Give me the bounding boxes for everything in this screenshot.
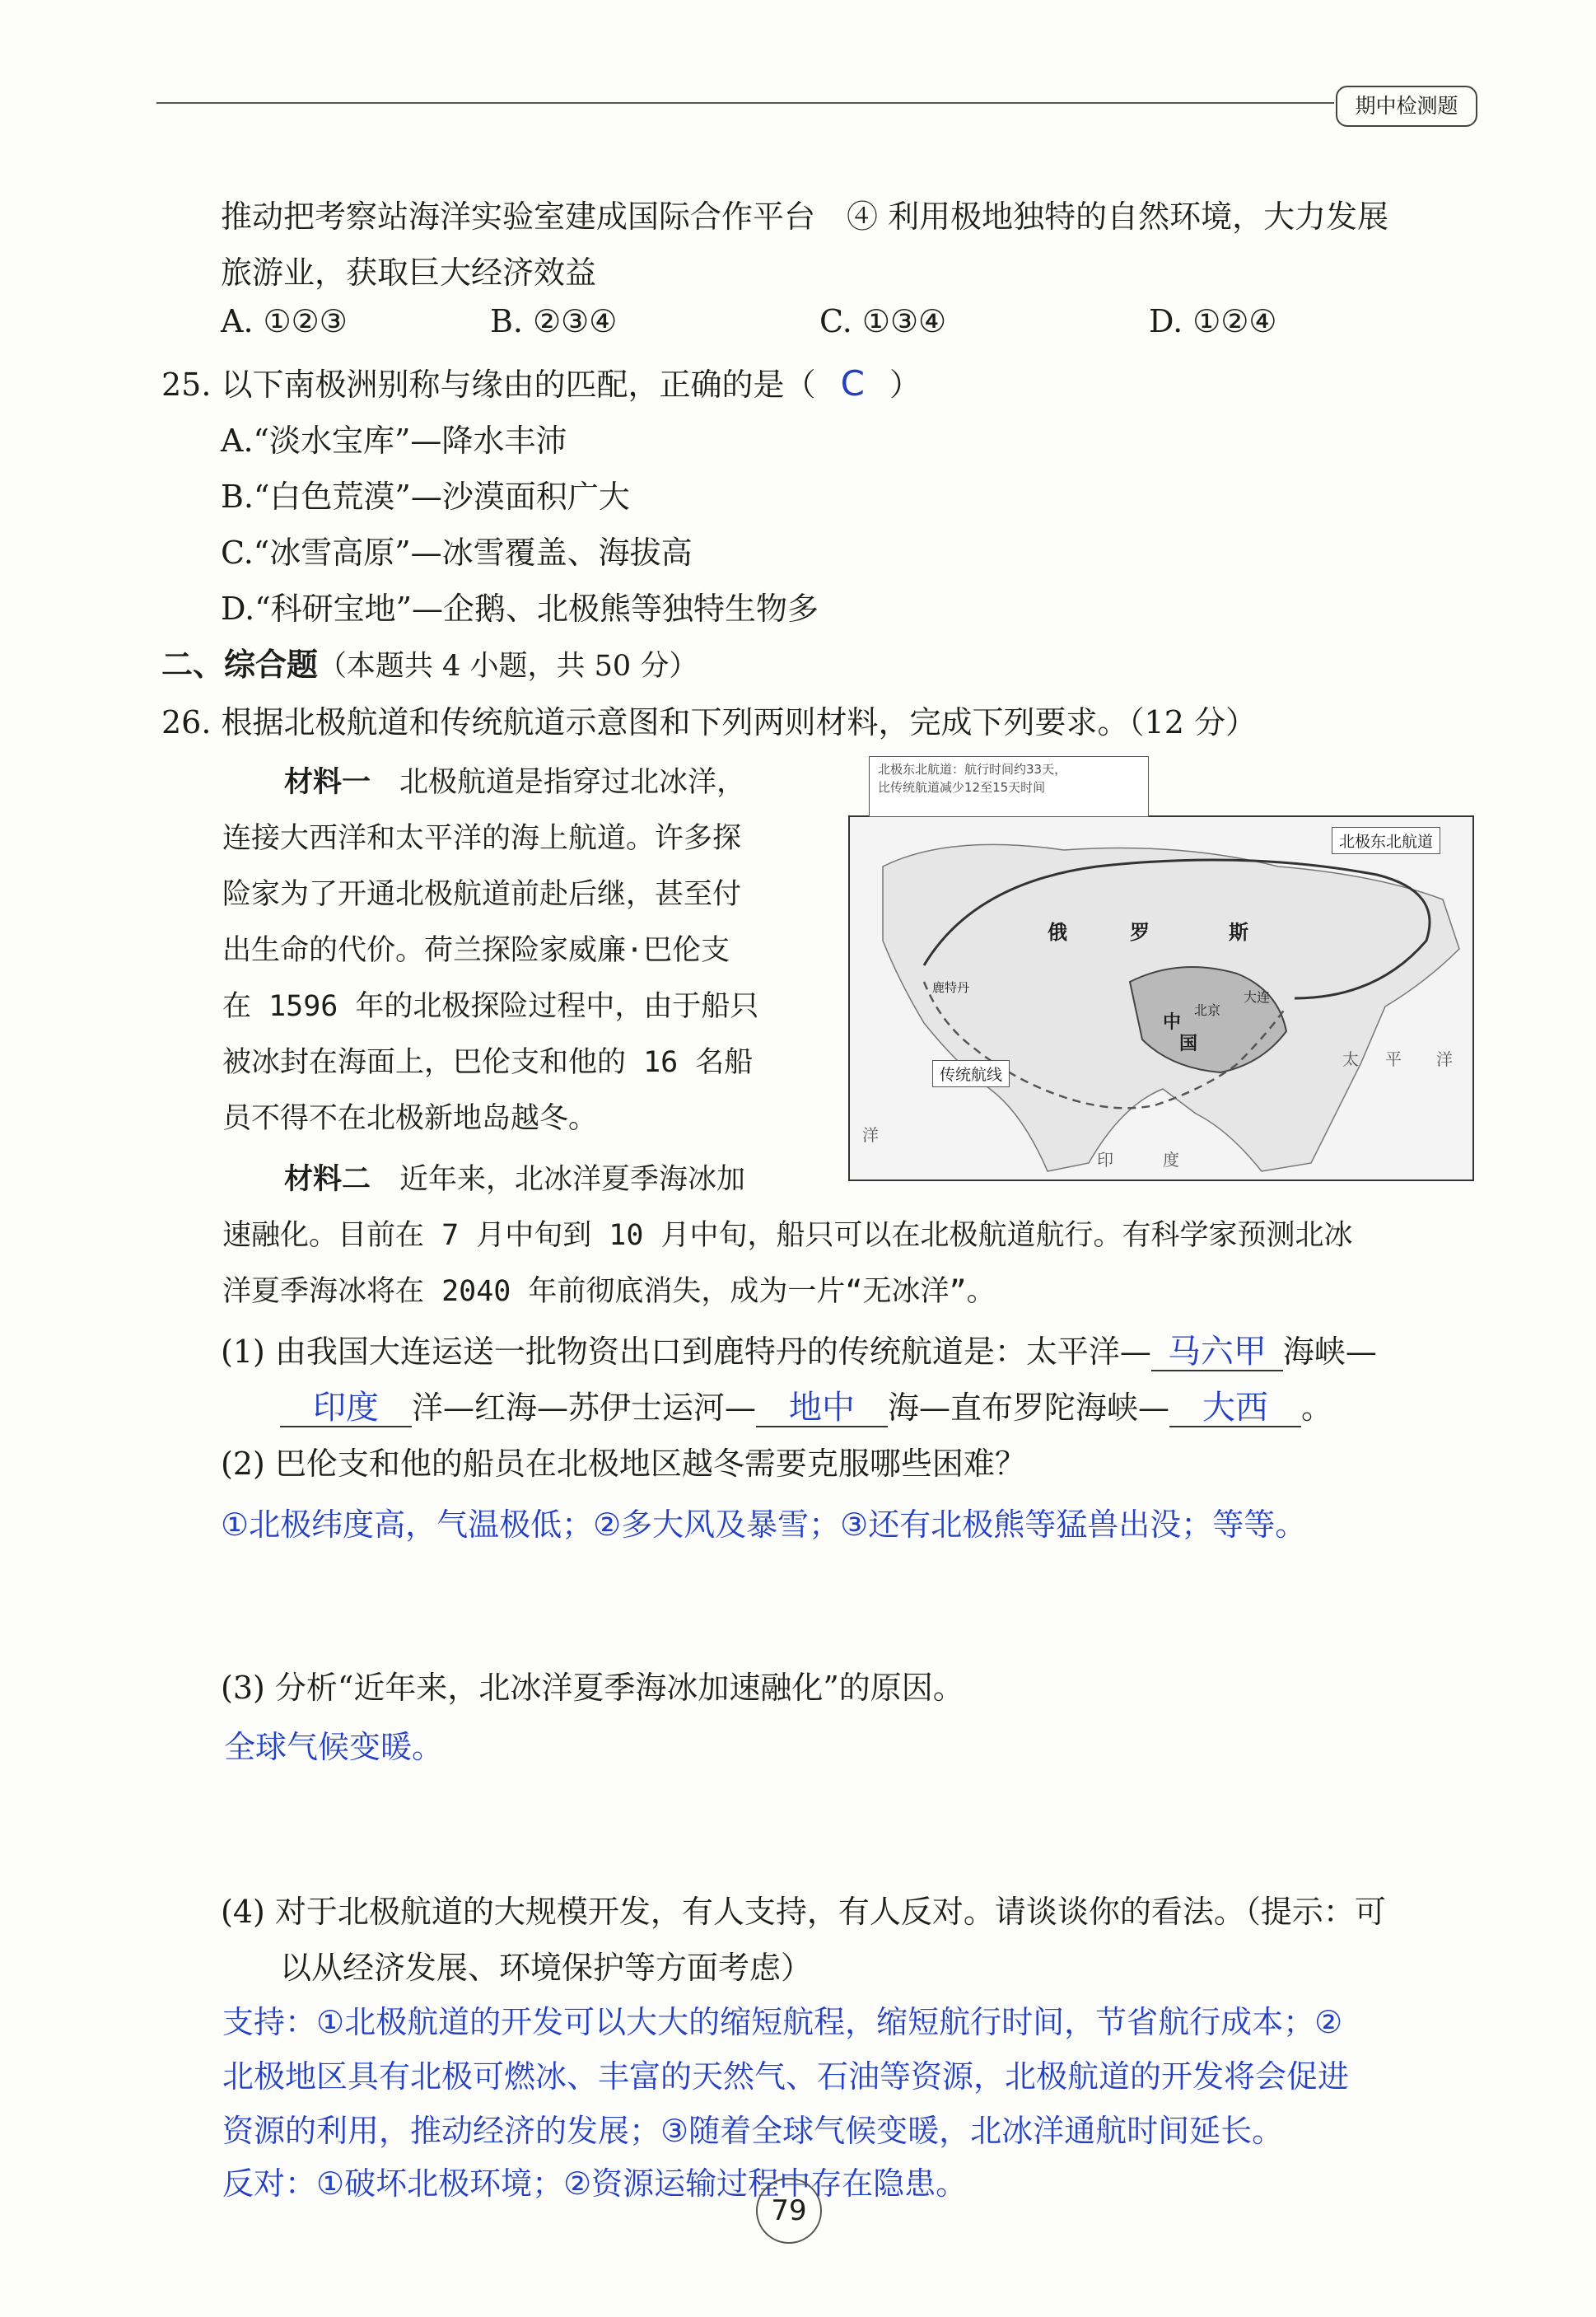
q25-option-b: B.“白色荒漠”—沙漠面积广大 (221, 479, 630, 515)
material1-line6: 员不得不在北极新地岛越冬。 (222, 1102, 598, 1135)
q24-option-d: D. ①②④ (1149, 303, 1277, 339)
material2-title: 材料二 (284, 1163, 371, 1196)
q26-part4-question-line1: (4) 对于北极航道的大规模开发，有人支持，有人反对。请谈谈你的看法。（提示：可 (221, 1894, 1386, 1930)
q24-line2: 旅游业，获取巨大经济效益 (221, 255, 597, 291)
label-pacific-1: 太 (1342, 1049, 1359, 1069)
material1-title: 材料一 (284, 766, 371, 799)
route-map-drawing (850, 817, 1472, 1180)
material1-line3: 出生命的代价。荷兰探险家威廉·巴伦支 (222, 934, 730, 967)
header-rule (156, 102, 1334, 104)
label-russia-1: 俄 (1048, 920, 1067, 944)
map-note-line1: 北极东北航道：航行时间约33天， (878, 762, 1067, 777)
route-map (848, 815, 1474, 1181)
q25-stem-text: 25. 以下南极洲别称与缘由的匹配，正确的是（ (161, 367, 816, 403)
label-indian-2: 度 (1163, 1150, 1179, 1170)
q26-p1-answer2: 印度 (313, 1389, 379, 1427)
q26-p1-answer4: 大西 (1202, 1389, 1269, 1427)
q24-line1: 推动把考察站海洋实验室建成国际合作平台 ④ 利用极地独特的自然环境，大力发展 (221, 199, 1389, 235)
label-pacific-2: 平 (1385, 1049, 1402, 1069)
q26-part4-answer-line1: 支持：①北极航道的开发可以大大的缩短航程，缩短航行时间，节省航行成本；② (222, 2004, 1343, 2040)
q26-part3-question: (3) 分析“近年来，北冰洋夏季海冰加速融化”的原因。 (221, 1670, 964, 1706)
map-note (869, 756, 1149, 817)
label-russia-2: 罗 (1130, 920, 1150, 944)
page-number: 79 (756, 2178, 822, 2244)
q26-p1-blank3 (756, 1390, 888, 1427)
q25-close: ） (889, 367, 922, 403)
material1-line4: 在 1596 年的北极探险过程中，由于船只 (222, 990, 759, 1023)
q26-p1-blank2 (280, 1390, 412, 1427)
material1-line0 (284, 759, 745, 801)
section2-note: （本题共 4 小题，共 50 分） (318, 650, 698, 683)
q26-part2-answer: ①北极纬度高，气温极低；②多大风及暴雪；③还有北极熊等猛兽出没；等等。 (221, 1507, 1307, 1543)
label-russia-3: 斯 (1229, 920, 1248, 944)
q26-part4-answer-line3: 资源的利用，推动经济的发展；③随着全球气候变暖，北冰洋通航时间延长。 (222, 2113, 1284, 2149)
label-northeast-route: 北极东北航道 (1332, 827, 1440, 854)
q25-answer: C (840, 363, 865, 404)
q26-part4-question-line2: 以从经济发展、环境保护等方面考虑） (280, 1950, 813, 1986)
q25-option-c: C.“冰雪高原”—冰雪覆盖、海拔高 (221, 535, 693, 571)
map-note-line2: 比传统航道减少12至15天时间 (878, 780, 1046, 795)
material1-line2: 险家为了开通北极航道前赴后继，甚至付 (222, 878, 742, 911)
label-traditional-route: 传统航线 (932, 1060, 1010, 1087)
q24-option-c: C. ①③④ (819, 303, 947, 339)
label-rotterdam: 鹿特丹 (932, 980, 970, 995)
q26-part1-line2 (280, 1382, 1332, 1427)
label-indian-1: 印 (1097, 1150, 1113, 1170)
label-china-1: 中 (1163, 1011, 1182, 1033)
section-badge: 期中检测题 (1336, 86, 1477, 127)
q26-part2-question: (2) 巴伦支和他的船员在北极地区越冬需要克服哪些困难？ (221, 1446, 1026, 1482)
q26-part4-answer-line2: 北极地区具有北极可燃冰、丰富的天然气、石油等资源，北极航道的开发将会促进 (222, 2058, 1350, 2095)
label-china-2: 国 (1179, 1033, 1198, 1054)
label-pacific-3: 洋 (1436, 1049, 1453, 1069)
q26-part4-answer-line4: 反对：①破坏北极环境；②资源运输过程中存在隐患。 (222, 2165, 968, 2202)
q26-p1-a: (1) 由我国大连运送一批物资出口到鹿特丹的传统航道是：太平洋— (221, 1334, 1151, 1370)
material1-line5: 被冰封在海面上，巴伦支和他的 16 名船 (222, 1046, 754, 1079)
q24-option-a: A. ①②③ (221, 303, 348, 339)
label-beijing: 北京 (1194, 1002, 1221, 1018)
material1-line1: 连接大西洋和太平洋的海上航道。许多探 (222, 822, 742, 855)
q26-p1-blank1 (1151, 1334, 1283, 1371)
q26-stem: 26. 根据北极航道和传统航道示意图和下列两则材料，完成下列要求。（12 分） (161, 704, 1257, 740)
q26-p1-answer3: 地中 (789, 1389, 856, 1427)
label-ocean-left: 洋 (862, 1125, 879, 1145)
material2-text-0: 近年来，北冰洋夏季海冰加 (399, 1163, 746, 1196)
material2-line2: 洋夏季海冰将在 2040 年前彻底消失，成为一片“无冰洋”。 (222, 1275, 996, 1308)
material2-line0 (284, 1156, 745, 1198)
q25-option-a: A.“淡水宝库”—降水丰沛 (221, 423, 567, 459)
section2-title: 二、综合题 (161, 647, 319, 683)
section2-heading (161, 639, 698, 684)
q26-p1-c: 洋—红海—苏伊士运河— (412, 1390, 757, 1426)
q25-option-d: D.“科研宝地”—企鹅、北极熊等独特生物多 (221, 591, 819, 627)
q26-p1-e: 。 (1301, 1390, 1333, 1426)
q26-p1-blank4 (1169, 1390, 1301, 1427)
q26-part1-line1 (221, 1326, 1377, 1371)
label-dalian: 大连 (1244, 989, 1271, 1005)
q24-option-b: B. ②③④ (490, 303, 618, 339)
q26-p1-answer1: 马六甲 (1167, 1333, 1267, 1371)
q26-p1-d: 海—直布罗陀海峡— (888, 1390, 1170, 1426)
q26-p1-b: 海峡— (1282, 1334, 1377, 1370)
material1-text-0: 北极航道是指穿过北冰洋， (399, 766, 746, 799)
q25-stem (161, 359, 921, 404)
q26-part3-answer: 全球气候变暖。 (224, 1729, 444, 1765)
material2-line1: 速融化。目前在 7 月中旬到 10 月中旬，船只可以在北极航道航行。有科学家预测北冰 (222, 1219, 1353, 1252)
